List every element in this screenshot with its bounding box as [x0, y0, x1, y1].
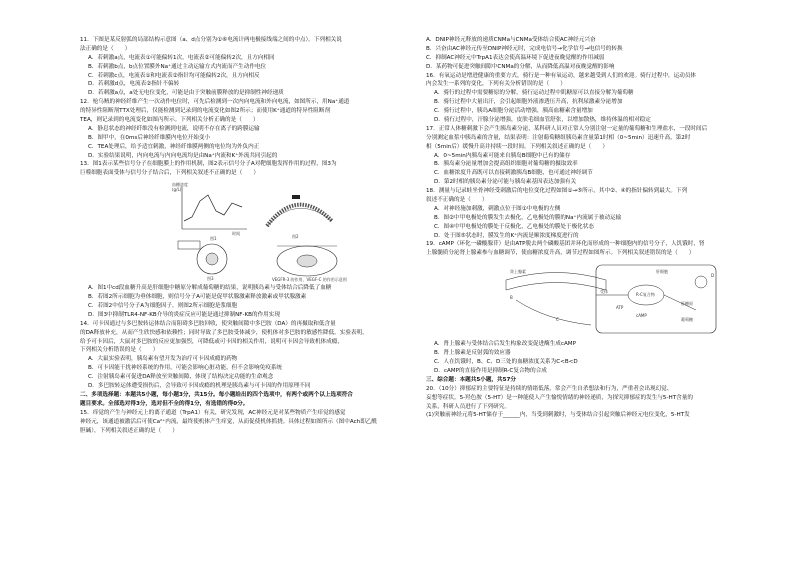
left-text-line: 13．图1表示某些信号分子在细胞膜上的作用机制，图2表示信号分子A对靶细胞发挥作用的过程，图3为 — [80, 161, 337, 168]
left-text-line: 二、多项选择题：本题共5小题，每小题3分，共15分。每小题给出的四个选项中，有两个或两个以上选项符合 — [80, 391, 353, 398]
left-text-line: D．实验结果说明，内向电流与内向电流均是由Na⁺内流和K⁺外流共同引起的 — [88, 152, 278, 159]
left-text-line: D．多巴胺转运体遭受损伤后，会导致可卡因成瘾的机理是胰岛素与可卡因的作用原理不同 — [88, 383, 311, 390]
right-column — [426, 36, 761, 420]
right-text-line: D．骑行过程中，汗腺分泌增强，皮肤毛细血管舒张，以增加散热，维持体温的相对稳定 — [434, 117, 651, 124]
fig19-label-D: D — [711, 273, 715, 279]
fig19-label-liver: 肝细胞 — [656, 269, 668, 275]
right-text-line: D．cAMP的直接作用是抑制R-C复合物的合成 — [434, 367, 547, 374]
left-text-line: B．图甲中，在0ms后神经纤维膜内电位开始变小 — [88, 134, 211, 141]
right-text-line: 16．有氧运动是增进健康的重要方式，骑行是一种有氧运动，越来越受到人们的欢迎。骑行过程中，运动员体 — [426, 72, 697, 79]
right-text-line: D．第2时相的胰岛素分泌可能与胰岛素基因表达加强有关 — [434, 179, 577, 186]
right-text-line: (1)突触前神经元将5-HT储存于______内，当受到刺激时，与受体结合引起突触后神经元电位变化，5-HT发 — [426, 412, 690, 419]
left-text-line: TEA，则记录到的电流变化如图丙所示。下列相关分析正确的是（ ） — [80, 117, 259, 124]
left-text-line: 11．下图是某反射弧的局部结构示意图（a、d点分别为①⑥电流计两电极接线端之间的中点）。下列相关说 — [80, 37, 342, 43]
left-text-line: 14．可卡因通过与多巴胺转运体结合而阻碍多巴胺回收，使突触间隙中多巴胺（DA）的再摄取和低含量 — [80, 320, 336, 327]
camp-diagram — [496, 260, 726, 338]
left-column — [80, 36, 410, 435]
fig19-label-camp: cAMP — [636, 313, 647, 319]
left-text-line: C．若刺激c点，电流表①和电流表②指针均可能偏转2次，且方向相反 — [88, 72, 260, 79]
right-text-line: A．对神经施加刺激，刺激点位于图①中电极的左侧 — [434, 205, 561, 212]
right-text-line: 叙述不正确的是（ ） — [426, 197, 488, 204]
right-text-line: A．0~5min内胰岛素可能来自胰岛B细胞中已有的储存 — [434, 152, 571, 159]
right-text-line: C．骑行过程中，胰岛A细胞分泌活动增强，胰高血糖素含量增加 — [434, 108, 593, 115]
right-text-line: 妄想等症状。5-羟色胺（5-HT）是一种能使人产生愉悦情绪的神经递质，为探究抑郁症的发生与5-HT含量的 — [426, 394, 693, 401]
left-text-line: 下列相关分析错误的是（ ） — [80, 347, 159, 354]
right-text-line: 三、综合题：本题共5小题，共57分 — [426, 376, 516, 383]
left-text-line: 法正确的是（ ） — [80, 45, 131, 52]
right-text-line: 上腺髓质分泌肾上腺素参与血糖调节，使血糖浓度升高，调节过程如图所示。下列相关叙述错误的是（ ） — [426, 250, 695, 257]
left-text-line: B．若刺激b点，b点位置膜外Na⁺通过主动运输方式内流而产生动作电位 — [88, 63, 267, 70]
left-text-line: B．可卡因能干扰神经系统的作用，可能会影响心脏功能，但不会影响免疫系统 — [88, 365, 283, 372]
left-text-line: 神经元，该通道被激活后可使Ca²⁺内流，最终使机体产生痒觉，从而促使机体抓挠。具体过程如图所示（图中Ach即乙酰 — [80, 418, 377, 425]
left-text-line: 巨噬细胞表面受体与信号分子结合后，下列相关叙述不正确的是（ ） — [80, 170, 260, 177]
fig2-label: 图2 — [292, 234, 299, 240]
right-text-line: C．抑制AC神经元中TrpA1表达会使高温环境下促进夜晚觉醒的作用减弱 — [426, 54, 605, 61]
right-text-line: D．处于图⑤状态时，膜发生的K⁺内流是顺浓度梯度进行的 — [434, 232, 579, 239]
fig1-ylabel: 血糖浓度 — [172, 182, 188, 188]
left-text-line: 题目要求。全部选对得3分，选对但不全的得1分，有选错的得0分。 — [80, 400, 249, 407]
right-text-line: C．血糖浓度升高既可以直接刺激胰岛B细胞，也可通过神经调节 — [434, 170, 593, 177]
right-text-line: B．骑行过程中大量出汗，会引起细胞外液渗透压升高，抗利尿激素分泌增加 — [434, 99, 623, 106]
fig19-label-B: B — [510, 295, 513, 301]
fig19-label-atp: ATP — [616, 305, 624, 311]
right-text-line: C．人在饥饿时，B、C、D三处的血糖浓度关系为C<B<D — [434, 359, 578, 366]
right-text-line: B．胰岛素分泌量增加会提高组织细胞对葡萄糖的摄取效率 — [434, 161, 578, 168]
fig-caption: VEGFR-3 的作用、VEGF-C 的作用示意图 — [272, 277, 347, 283]
right-text-line: B．图②中甲电极处的膜发生去极化，乙电极处的膜的Na⁺内流属于被动运输 — [434, 214, 622, 221]
left-text-line: A．静息状态的神经纤维没有检测到电流，说明不存在离子的跨膜运输 — [88, 125, 260, 132]
right-text-line: A．DNIP神经元释放的递质CNMa与CNMa受体结合使AC神经元兴奋 — [426, 37, 596, 43]
right-text-line: 内会发生一系列的变化，下列有关分析错误的是（ ） — [426, 81, 566, 88]
fig19-label-rc: R-C复合物 — [636, 292, 655, 298]
left-text-line: 给予可卡因后，大鼠对多巴胺的反应更加强烈，可降低或可卡因的相关作用，说明可卡因会导致机体成瘾， — [80, 338, 343, 345]
right-text-line: 17．正常人体糖刺激下会产生胰岛素分泌，某科研人员对正常人分别注射一定量的葡萄糖和生理盐水，一段时间后 — [426, 125, 708, 132]
fig3-label: 图3 — [207, 276, 214, 282]
fig1-xlabel: 时间 — [232, 231, 240, 237]
left-text-line: A．图1中cd段血糖升高是肝细胞中糖原分解成葡萄糖的结果，说明胰岛素与受体结合后降低了血糖 — [88, 285, 332, 292]
left-text-line: 的DA释放补充，从而产生欣快感和依赖性；同时导致了多巴胺受体减少，使机体对多巴胺的敏感性降低。实验表明， — [80, 329, 368, 336]
figure-1-2-3-diagram — [172, 181, 372, 281]
left-text-line: C．若图2中信号分子A为细胞因子，则图2所示细胞是浆细胞 — [88, 303, 238, 310]
fig19-label-epinephrine: 肾上腺素 — [510, 269, 526, 275]
fig19-label-receptor: 受体 — [600, 289, 608, 295]
left-text-line: A．若刺激a点，电流表①可能偏转1次，电流表②可能偏转2次，且方向相同 — [88, 54, 275, 61]
figure-signal-molecules — [172, 181, 372, 281]
left-text-line: 胆碱），下列相关叙述正确的是（ ） — [80, 427, 178, 434]
fig1-unit: (g/L) — [172, 187, 182, 193]
right-text-line: 关系，科研人员进行了下列研究。 — [426, 403, 510, 410]
right-text-line: 相（5min后）缓慢升高并持续一段时间。下列相关叙述正确的是（ ） — [426, 143, 608, 150]
right-text-line: 18．测量与记录蛙坐骨神经受刺激后的电位变化过程如图①→⑤所示，其中②、④的指针偏转到最大。下列 — [426, 188, 688, 195]
right-text-line: 19．cAMP（环化一磷酸腺苷）是由ATP脱去两个磷酸基团并环化而形成的一种细胞内的信号分子，人饥饿时，肾 — [426, 241, 705, 248]
figure-cAMP-pathway — [496, 260, 726, 338]
left-text-line: 15．痒觉的产生与神经元上的离子通道（TrpA1）有关，研究发现，AC神经元是对某些物质产生痒觉的感觉 — [80, 409, 346, 416]
fig19-label-C: C — [556, 317, 559, 323]
left-text-line: C．注射胰岛素可促进DA释放至突触间隙，体现了结构决定功能的生命观念 — [88, 374, 274, 381]
right-text-line: A．肾上腺素与受体结合后发生构象改变促进酶生成cAMP — [434, 341, 576, 348]
fig19-label-glycogen: 肝糖原 — [681, 301, 693, 307]
right-text-line: 20．（10分）抑郁症的主要特征是持续的情绪低落，常会产生自杀想法和行为，严重者会出现幻觉、 — [426, 385, 673, 392]
fig19-label-glucose: 葡萄糖 — [681, 317, 693, 323]
left-text-line: D．图3中抑制TLR4-NF-KB介导的炎症反应可能是通过抑制NF-KB的作用实现 — [88, 311, 280, 318]
right-text-line: B．肾上腺素是反射弧的效应器 — [434, 350, 511, 357]
right-text-line: C．图④中甲电极处的膜处于反极化，乙电极处的膜处于极化状态 — [434, 223, 594, 230]
left-text-line: 的特异性阻断剂TTX处理后，仅能检测到记录到的电流变化如图2所示；而使用K⁺通道的特异性阻断剂 — [80, 108, 331, 115]
left-text-line: B．若图2所示细胞为垂体细胞，则信号分子A可能是促甲状腺激素释放激素或甲状腺激素 — [88, 294, 307, 301]
left-text-line: D．若刺激a点，a处无电位变化，可能是由于突触前膜释放的是抑制性神经递质 — [88, 90, 284, 97]
right-text-line: B．兴奋由AC神经元传至DNIP神经元时，完成电信号→化学信号→电信号的转换 — [426, 45, 623, 52]
right-text-line: D．某药物可促进突触间隙中CNMa的分解，从而降低高温对夜晚觉醒的影响 — [426, 63, 615, 70]
left-text-line: A．大鼠实验表明，胰岛素有望开发为治疗可卡因成瘾的药物 — [88, 356, 238, 363]
right-text-line: A．骑行的过程中需要糖原的分解，骑行运动过程中肌糖原可以直接分解为葡萄糖 — [434, 90, 634, 97]
right-text-line: 分别测定血浆中胰岛素的含量，结果表明：注射葡萄糖组胰岛素含量第1时相（0~5min）迅速升高，第2时 — [426, 134, 691, 141]
fig1-label: 图1 — [210, 236, 217, 242]
left-text-line: 12．枪乌贼的神经纤维产生一次动作电位时，可先后检测到一次内向电流和外向电流，如图所示，用Na⁺通道 — [80, 99, 350, 106]
left-text-line: D．若刺激d点，电流表②指针不偏转 — [88, 81, 180, 88]
left-text-line: C．TEA处理后，给予适宜刺激，神经纤维膜两侧的电位均为外负内正 — [88, 143, 260, 150]
